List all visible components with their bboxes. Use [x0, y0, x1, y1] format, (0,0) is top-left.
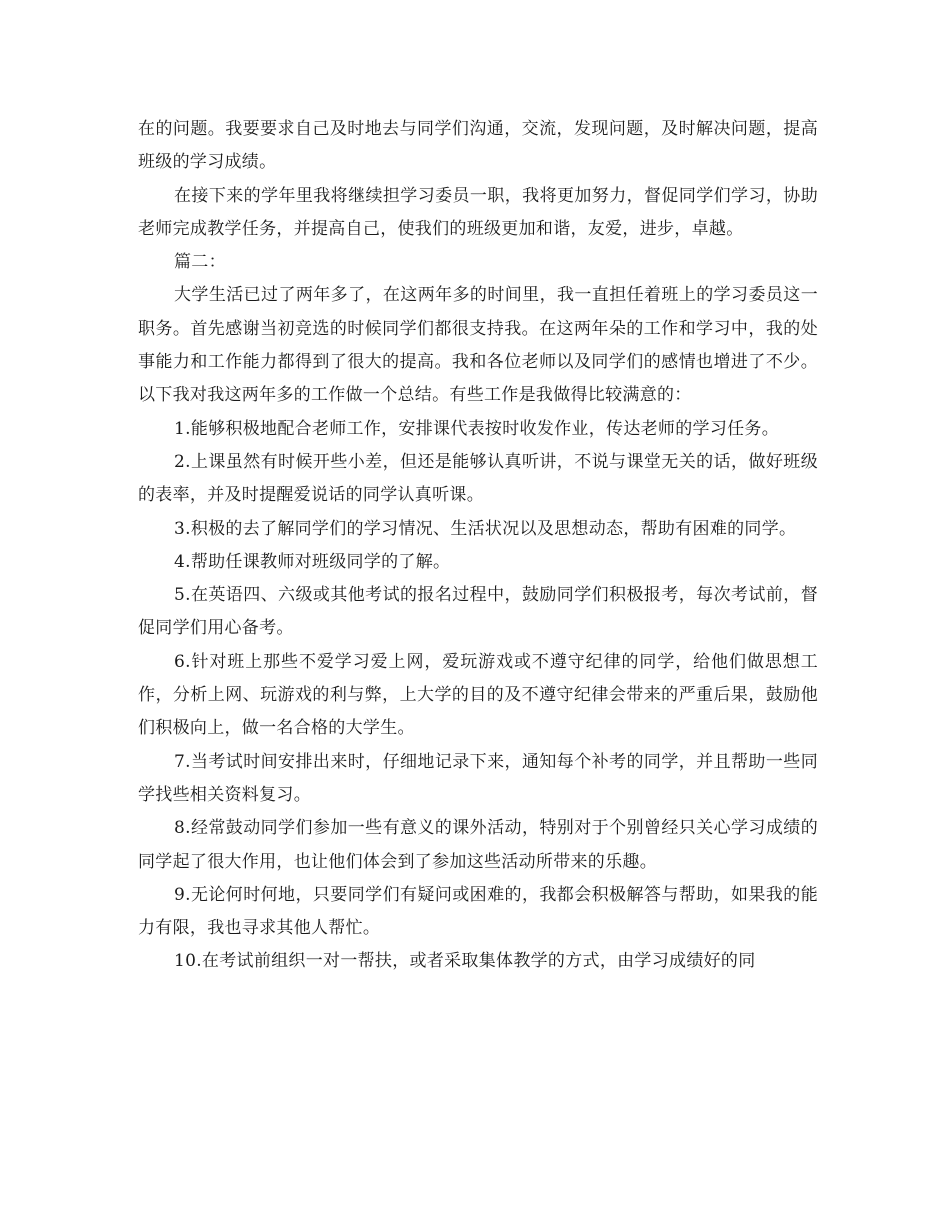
- paragraph-intro: 大学生活已过了两年多了，在这两年多的时间里，我一直担任着班上的学习委员这一职务。首先感谢当初竞选的时候同学们都很支持我。在这两年朵的工作和学习中，我的处事能力和工作能力都得到了很大的提高。我和各位老师以及同学们的感情也增进了不少。以下我对我这两年多的工作做一个总结。有些工作是我做得比较满意的：: [138, 285, 818, 406]
- list-item-10: 10.在考试前组织一对一帮扶，或者采取集体教学的方式，由学习成绩好的同: [174, 951, 756, 972]
- list-item-6: 6.针对班上那些不爱学习爱上网，爱玩游戏或不遵守纪律的同学，给他们做思想工作，分析上网、玩游戏的利与弊，上大学的目的及不遵守纪律会带来的严重后果，鼓励他们积极向上，做一名合格的大学生。: [138, 651, 818, 739]
- list-item-2: 2.上课虽然有时候开些小差，但还是能够认真听讲，不说与课堂无关的话，做好班级的表率，并及时提醒爱说话的同学认真听课。: [138, 451, 818, 506]
- list-item-5: 5.在英语四、六级或其他考试的报名过程中，鼓励同学们积极报考，每次考试前，督促同学们用心备考。: [138, 585, 818, 639]
- section-heading-part-two: 篇二：: [174, 252, 226, 273]
- document-body: [138, 113, 818, 979]
- list-item-4: 4.帮助任课教师对班级同学的了解。: [174, 551, 451, 572]
- list-item-1: 1.能够积极地配合老师工作，安排课代表按时收发作业，传达老师的学习任务。: [174, 418, 780, 439]
- paragraph-continuation: 在的问题。我要要求自己及时地去与同学们沟通，交流，发现问题，及时解决问题，提高班级的学习成绩。: [138, 119, 818, 173]
- list-item-8: 8.经常鼓动同学们参加一些有意义的课外活动，特别对于个别曾经只关心学习成绩的同学起了很大作用，也让他们体会到了参加这些活动所带来的乐趣。: [138, 818, 818, 872]
- paragraph-next-year-plan: 在接下来的学年里我将继续担学习委员一职，我将更加努力，督促同学们学习，协助老师完成教学任务，并提高自己，使我们的班级更加和谐，友爱，进步，卓越。: [138, 185, 818, 239]
- list-item-9: 9.无论何时何地，只要同学们有疑问或困难的，我都会积极解答与帮助，如果我的能力有限，我也寻求其他人帮忙。: [138, 884, 818, 939]
- list-item-3: 3.积极的去了解同学们的学习情况、生活状况以及思想动态，帮助有困难的同学。: [174, 518, 797, 539]
- list-item-7: 7.当考试时间安排出来时，仔细地记录下来，通知每个补考的同学，并且帮助一些同学找些相关资料复习。: [138, 751, 818, 805]
